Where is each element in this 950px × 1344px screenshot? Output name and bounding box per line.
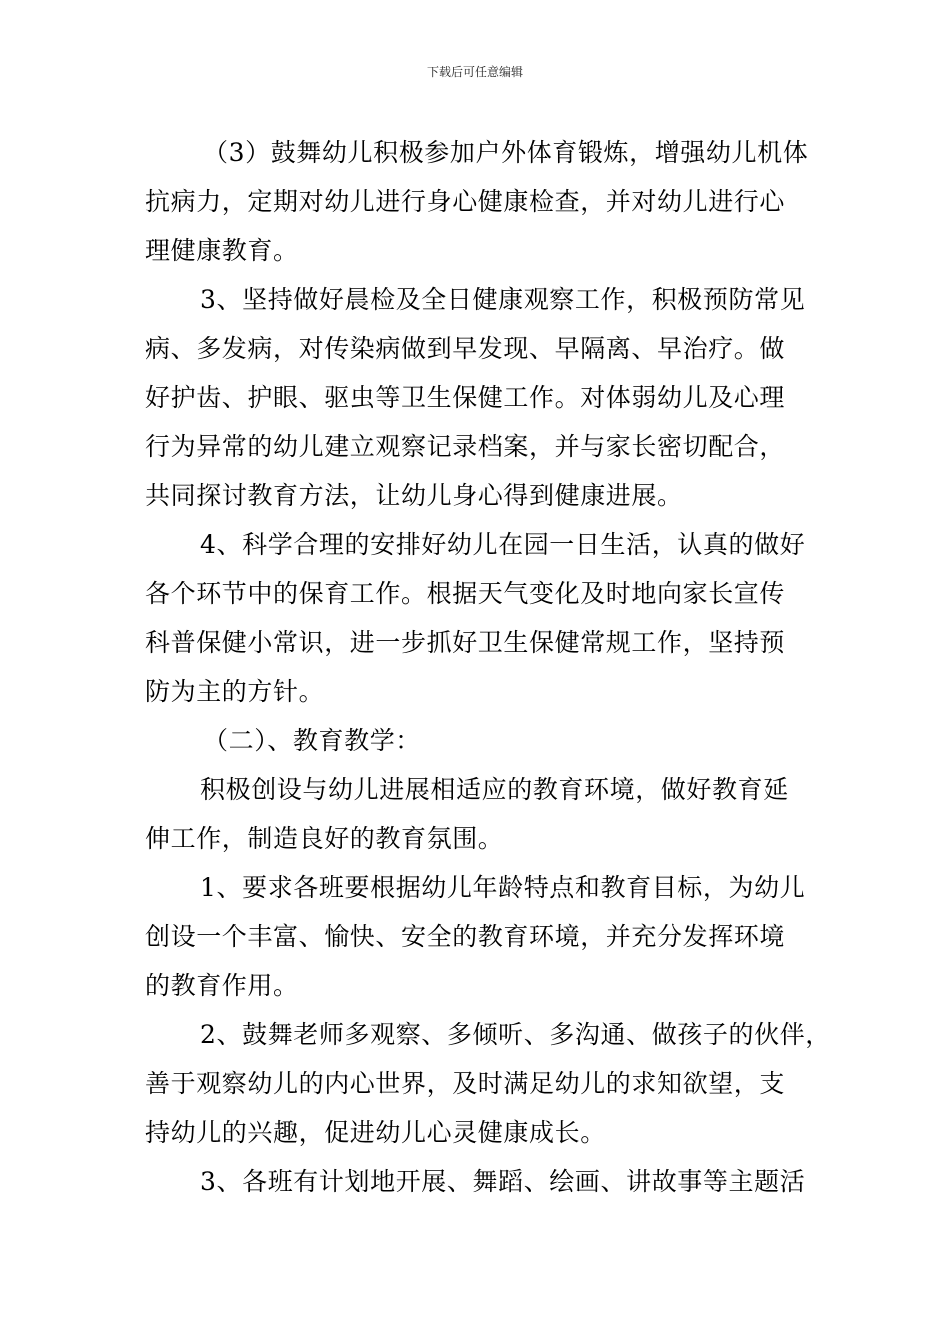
- paragraph-line: （3）鼓舞幼儿积极参加户外体育锻炼，增强幼儿机体: [203, 138, 809, 167]
- paragraph-line: 伸工作，制造良好的教育氛围。: [145, 824, 504, 853]
- paragraph-line: 各个环节中的保育工作。根据天气变化及时地向家长宣传: [145, 579, 786, 608]
- paragraph-line: 创设一个丰富、愉快、安全的教育环境，并充分发挥环境: [145, 922, 786, 951]
- paragraph-line: 4、科学合理的安排好幼儿在园一日生活，认真的做好: [200, 530, 806, 559]
- page-header: 下载后可任意编辑: [426, 65, 523, 79]
- document-body: [145, 128, 831, 1206]
- paragraph-line: 共同探讨教育方法，让幼儿身心得到健康进展。: [145, 481, 683, 510]
- paragraph-line: 善于观察幼儿的内心世界，及时满足幼儿的求知欲望，支: [145, 1069, 786, 1098]
- paragraph-line: 防为主的方针。: [145, 677, 325, 706]
- paragraph-line: 理健康教育。: [145, 236, 299, 265]
- paragraph-line: 持幼儿的兴趣，促进幼儿心灵健康成长。: [145, 1118, 606, 1147]
- paragraph-line: 好护齿、护眼、驱虫等卫生保健工作。对体弱幼儿及心理: [145, 383, 786, 412]
- paragraph-line: 积极创设与幼儿进展相适应的教育环境，做好教育延: [200, 775, 789, 804]
- paragraph-line: 行为异常的幼儿建立观察记录档案，并与家长密切配合，: [145, 432, 786, 461]
- paragraph-line: 的教育作用。: [145, 971, 299, 1000]
- paragraph-line: 3、坚持做好晨检及全日健康观察工作，积极预防常见: [200, 285, 806, 314]
- paragraph-line: 抗病力，定期对幼儿进行身心健康检查，并对幼儿进行心: [145, 187, 786, 216]
- paragraph-line: 科普保健小常识，进一步抓好卫生保健常规工作，坚持预: [145, 628, 786, 657]
- paragraph-line: 3、各班有计划地开展、舞蹈、绘画、讲故事等主题活: [200, 1167, 806, 1196]
- paragraph-line: 2、鼓舞老师多观察、多倾听、多沟通、做孩子的伙伴，: [200, 1020, 831, 1049]
- paragraph-line: 1、要求各班要根据幼儿年龄特点和教育目标，为幼儿: [200, 873, 806, 902]
- paragraph-line: 病、多发病，对传染病做到早发现、早隔离、早治疗。做: [145, 334, 786, 363]
- section-heading: （二）、教育教学：: [203, 726, 421, 755]
